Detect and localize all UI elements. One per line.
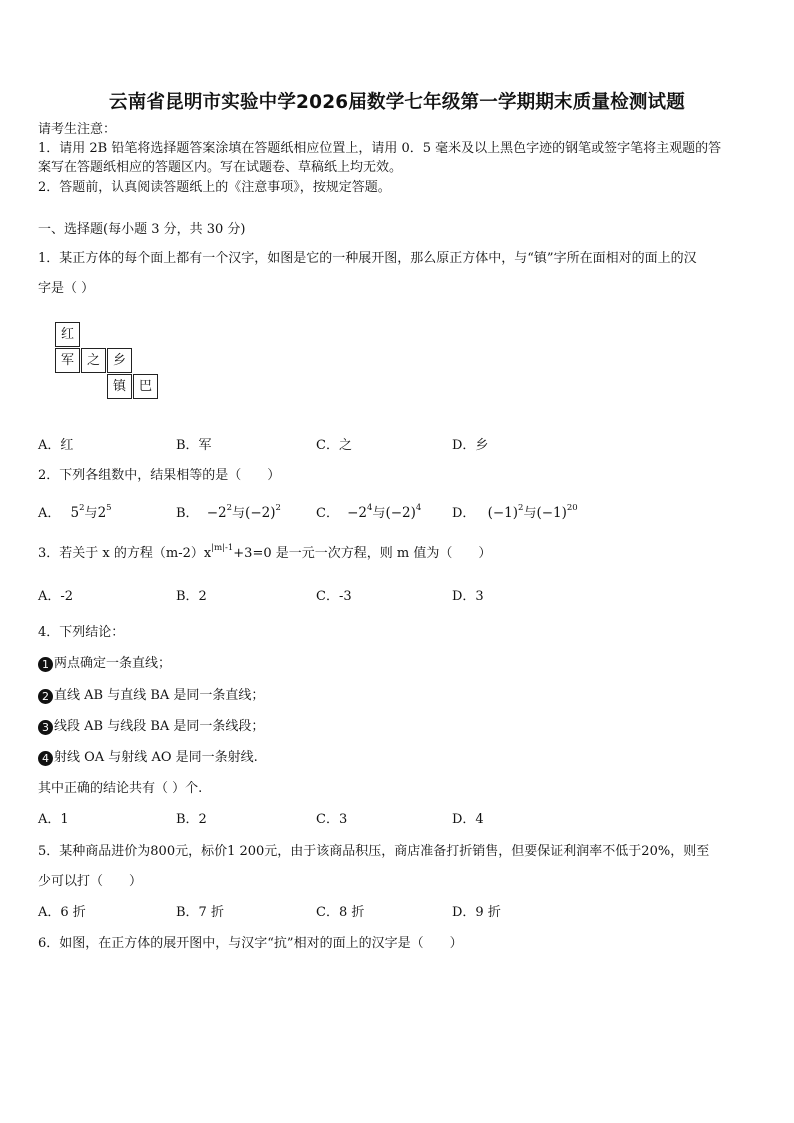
exponent: 4: [367, 503, 373, 513]
statement-text: 直线 AB 与直线 BA 是同一条直线；: [54, 688, 265, 703]
exponent: 2: [518, 503, 524, 513]
q3-stem-post: +3=0 是一元一次方程，则 m 值为（ ）: [233, 546, 492, 561]
q5-options: [38, 905, 598, 923]
q4-stem: 4．下列结论：: [38, 625, 125, 640]
net-cell: 乡: [107, 348, 132, 373]
net-cell: 巴: [133, 374, 158, 399]
q4-option-b[interactable]: B．2: [176, 812, 207, 827]
option-label: B．: [176, 506, 199, 521]
q1-option-d[interactable]: D．乡: [452, 438, 489, 453]
q4-option-a[interactable]: A．1: [38, 812, 69, 827]
q3-option-b[interactable]: B．2: [176, 589, 207, 604]
q4-statement-2: [38, 688, 264, 704]
option-label: C．: [316, 506, 339, 521]
net-cell: 军: [55, 348, 80, 373]
q2-options: [38, 505, 598, 523]
base: −2: [347, 505, 367, 521]
exponent: 2: [79, 503, 85, 513]
q1-stem-line-1: 1．某正方体的每个面上都有一个汉字，如图是它的一种展开图，那么原正方体中，与“镇”字所在面相对的面上的汉: [38, 251, 697, 266]
conjunction: 与: [232, 506, 246, 521]
q1-stem-line-2: 字是（ ）: [38, 281, 95, 296]
q4-statement-4: [38, 750, 258, 766]
exam-title: 云南省昆明市实验中学2026届数学七年级第一学期期末质量检测试题: [109, 92, 685, 113]
circled-number: 1: [38, 657, 53, 672]
q3-option-a[interactable]: A．-2: [38, 589, 74, 604]
q3-option-c[interactable]: C．-3: [316, 589, 352, 604]
exponent: 20: [566, 503, 578, 513]
circled-number: 4: [38, 751, 53, 766]
base: (−2): [385, 505, 416, 521]
net-cell: 红: [55, 322, 80, 347]
base: 5: [70, 505, 80, 521]
q4-option-c[interactable]: C．3: [316, 812, 348, 827]
q4-statement-3: [38, 719, 264, 735]
exponent: 4: [415, 503, 422, 513]
conjunction: 与: [523, 506, 537, 521]
notice-item-1-line-2: 案写在答题纸相应的答题区内。写在试题卷、草稿纸上均无效。: [38, 160, 403, 175]
statement-text: 线段 AB 与线段 BA 是同一条线段；: [54, 719, 265, 734]
q5-option-d[interactable]: D．9 折: [452, 905, 501, 920]
base: (−2): [245, 505, 276, 521]
option-label: D．: [452, 506, 476, 521]
q5-stem-line-2: 少可以打（ ）: [38, 874, 143, 889]
circled-number: 2: [38, 689, 53, 704]
q2-option-d[interactable]: [452, 505, 578, 522]
q3-stem: [38, 543, 492, 562]
q2-option-c[interactable]: [316, 505, 421, 522]
cube-net-figure: [55, 322, 161, 402]
q5-stem-line-1: 5．某种商品进价为800元，标价1 200元，由于该商品积压，商店准备打折销售，但要保证利润率不低于20%，则至: [38, 844, 710, 859]
q4-option-d[interactable]: D．4: [452, 812, 484, 827]
q3-options: [38, 589, 598, 607]
q4-question: 其中正确的结论共有（ ）个.: [38, 781, 203, 796]
q6-stem: 6．如图，在正方体的展开图中，与汉字“抗”相对的面上的汉字是（ ）: [38, 936, 463, 951]
net-cell: 镇: [107, 374, 132, 399]
base: (−1): [536, 505, 567, 521]
q3-exponent: |m|-1: [211, 543, 234, 553]
q1-options: [38, 438, 598, 456]
notice-heading: 请考生注意：: [38, 122, 117, 137]
notice-item-2: 2．答题前，认真阅读答题纸上的《注意事项》，按规定答题。: [38, 180, 391, 195]
net-cell: 之: [81, 348, 106, 373]
statement-text: 两点确定一条直线；: [54, 656, 172, 671]
q1-option-b[interactable]: B．军: [176, 438, 212, 453]
q2-option-b[interactable]: [176, 505, 281, 522]
option-label: A．: [38, 506, 61, 521]
exponent: 5: [106, 503, 112, 513]
notice-item-1-line-1: 1．请用 2B 铅笔将选择题答案涂填在答题纸相应位置上，请用 0．5 毫米及以上黑色字迹的钢笔或签字笔将主观题的答: [38, 141, 722, 156]
statement-text: 射线 OA 与射线 AO 是同一条射线.: [54, 750, 258, 765]
q3-option-d[interactable]: D．3: [452, 589, 484, 604]
q1-option-a[interactable]: A．红: [38, 438, 74, 453]
conjunction: 与: [84, 506, 98, 521]
exponent: 2: [275, 503, 281, 513]
q4-options: [38, 812, 598, 830]
conjunction: 与: [372, 506, 386, 521]
q5-option-a[interactable]: A．6 折: [38, 905, 86, 920]
q2-option-a[interactable]: [38, 505, 112, 522]
q5-option-c[interactable]: C．8 折: [316, 905, 365, 920]
base: −2: [206, 505, 227, 521]
section-heading: 一、选择题(每小题 3 分，共 30 分): [38, 222, 246, 237]
exponent: 2: [226, 503, 233, 513]
q1-option-c[interactable]: C．之: [316, 438, 352, 453]
q2-stem: 2．下列各组数中，结果相等的是（ ）: [38, 468, 281, 483]
circled-number: 3: [38, 720, 53, 735]
q4-statement-1: [38, 656, 171, 672]
q3-stem-pre: 3．若关于 x 的方程（m-2）x: [38, 546, 212, 561]
q5-option-b[interactable]: B．7 折: [176, 905, 224, 920]
base: (−1): [487, 505, 519, 521]
base: 2: [97, 505, 107, 521]
